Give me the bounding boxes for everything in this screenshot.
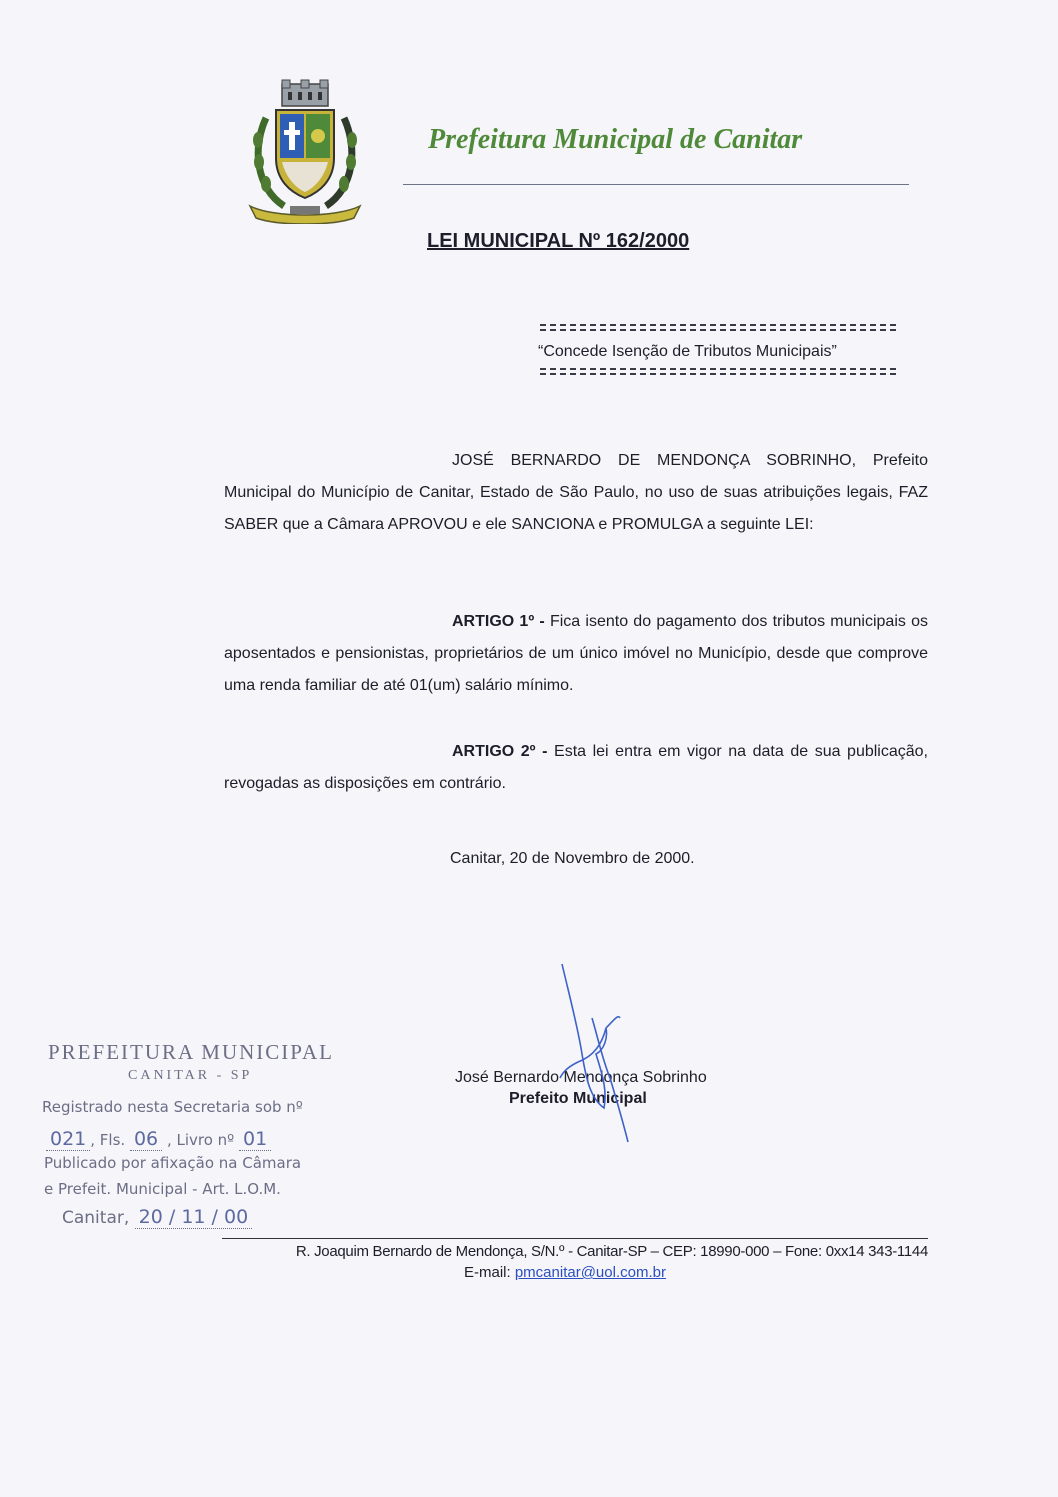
- stamp-date: 20 / 11 / 00: [135, 1206, 253, 1229]
- fls-value: 06: [130, 1128, 162, 1151]
- handwritten-signature-icon: [548, 958, 648, 1148]
- municipal-coat-of-arms-icon: [244, 78, 366, 224]
- article-2-label: ARTIGO 2º -: [452, 743, 548, 760]
- registry-stamp: [40, 1040, 385, 1235]
- livro-label: , Livro nº: [166, 1131, 235, 1149]
- header-divider: [403, 184, 909, 185]
- law-summary: “Concede Isenção de Tributos Municipais”: [538, 343, 837, 360]
- footer-address: R. Joaquim Bernardo de Mendonça, S/N.º - Canitar-SP – CEP: 18990-000 – Fone: 0xx14 343-1144: [295, 1243, 928, 1260]
- signer-role: Prefeito Municipal: [509, 1090, 647, 1107]
- preamble-lead: JOSÉ BERNARDO DE MENDONÇA SOBRINHO,: [452, 452, 857, 469]
- header-title: Prefeitura Municipal de Canitar: [428, 124, 803, 155]
- law-title: LEI MUNICIPAL Nº 162/2000: [427, 230, 690, 252]
- stamp-numbers-line: [46, 1128, 271, 1150]
- footer-email-line: [464, 1264, 666, 1281]
- stamp-registry-line: Registrado nesta Secretaria sob nº: [42, 1098, 303, 1116]
- stamp-city-label: Canitar,: [62, 1208, 130, 1228]
- stamp-article-line: e Prefeit. Municipal - Art. L.O.M.: [44, 1180, 281, 1198]
- article-1-label: ARTIGO 1º -: [452, 613, 545, 630]
- stamp-date-line: [62, 1206, 252, 1228]
- preamble-text: Prefeito Municipal do Município de Canitar, Estado de São Paulo, no uso de suas atribuições legais, FAZ SABER que a Câmara APROVOU e ele SANCIONA e PROMULGA a seguinte LEI:: [224, 452, 929, 533]
- summary-bottom-rule: [540, 368, 896, 375]
- preamble-paragraph: [224, 445, 928, 541]
- email-link[interactable]: pmcanitar@uol.com.br: [514, 1264, 666, 1281]
- summary-top-rule: [540, 324, 896, 331]
- article-1-text: Fica isento do pagamento dos tributos municipais os aposentados e pensionistas, proprietários de um único imóvel no Município, desde que comprove uma renda familiar de até 01(um) salário mínimo.: [224, 613, 928, 694]
- signer-name: José Bernardo Mendonça Sobrinho: [455, 1069, 707, 1086]
- article-2-paragraph: [224, 736, 928, 800]
- stamp-city: CANITAR - SP: [128, 1068, 253, 1083]
- footer-divider: [222, 1238, 928, 1239]
- registry-number: 021: [46, 1128, 90, 1151]
- article-2-text: Esta lei entra em vigor na data de sua publicação, revogadas as disposições em contrário.: [224, 743, 928, 792]
- article-1-paragraph: [224, 606, 928, 702]
- fls-label: , Fls.: [90, 1131, 126, 1149]
- date-line: Canitar, 20 de Novembro de 2000.: [450, 850, 695, 867]
- email-label: E-mail:: [464, 1264, 515, 1281]
- stamp-publication-line: Publicado por afixação na Câmara: [44, 1154, 302, 1172]
- stamp-title: PREFEITURA MUNICIPAL: [48, 1040, 335, 1064]
- livro-value: 01: [239, 1128, 271, 1151]
